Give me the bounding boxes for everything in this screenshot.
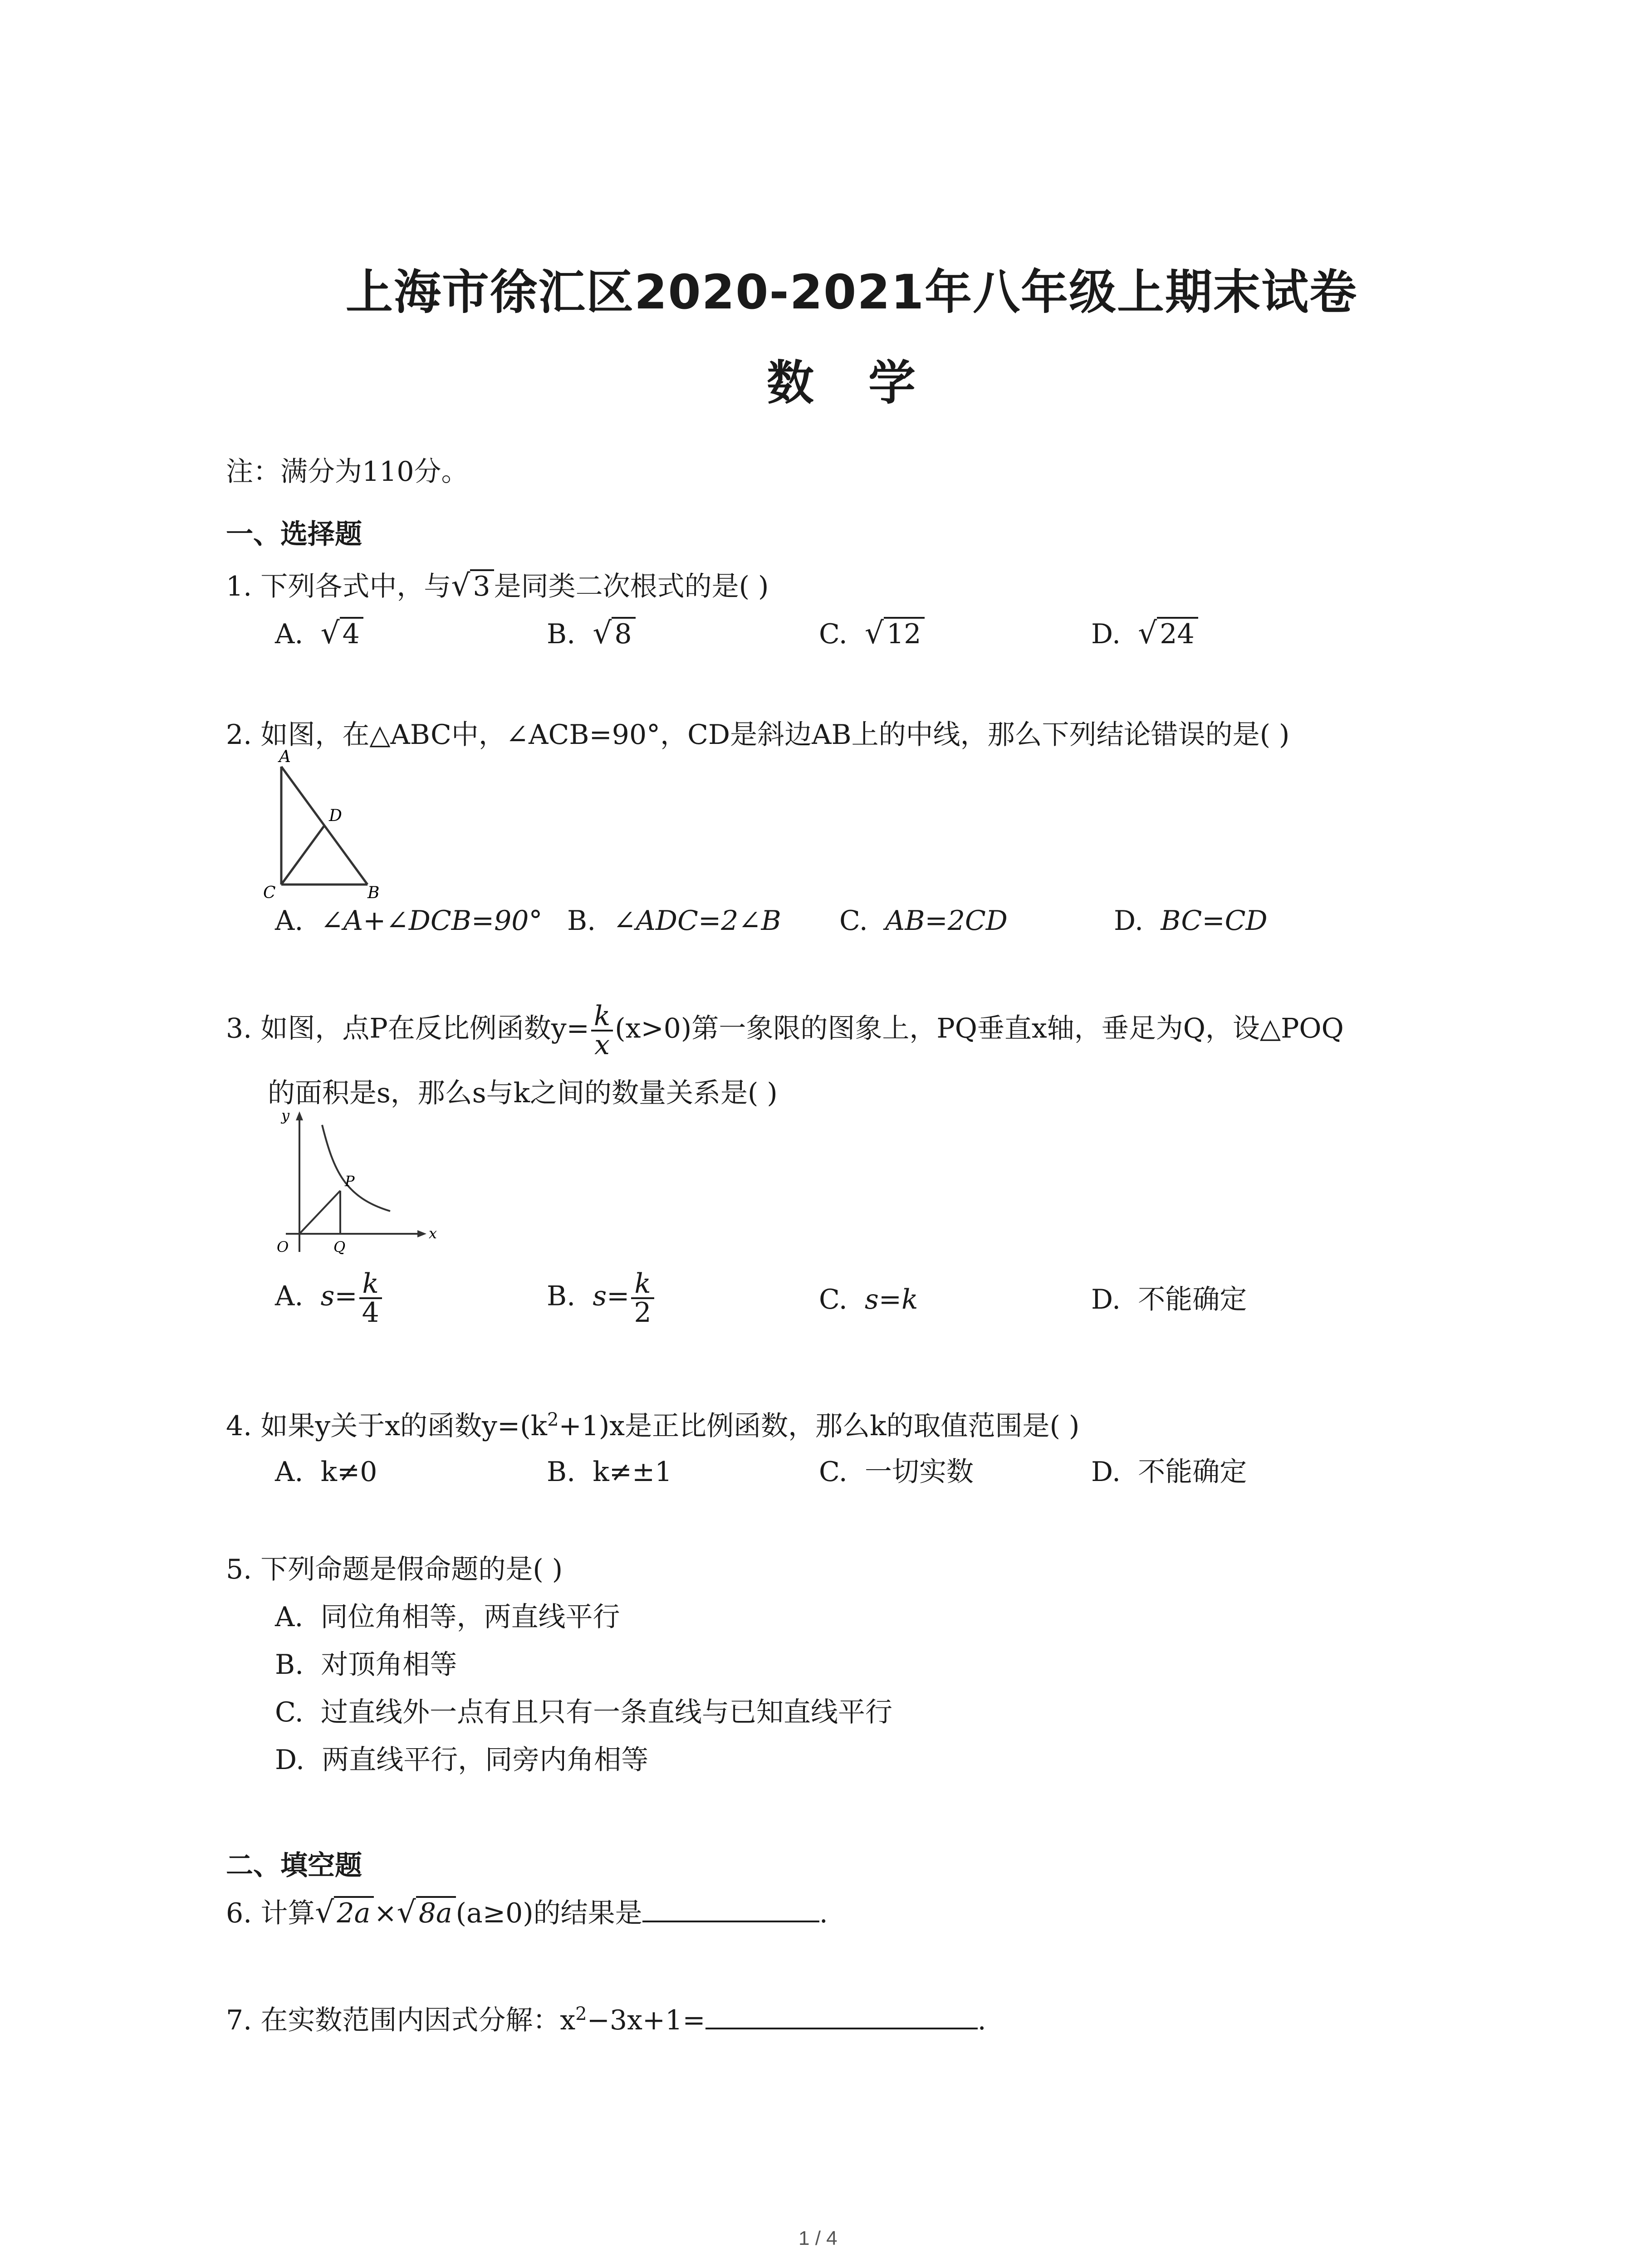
q4-option-c[interactable]: C. 一切实数 bbox=[819, 1456, 974, 1488]
question-3-stem bbox=[226, 1002, 1344, 1059]
q2-option-a[interactable]: A. ∠A+∠DCB=90° bbox=[275, 905, 543, 937]
question-2-stem bbox=[226, 719, 1290, 751]
stem-text: 下列各式中，与 bbox=[260, 571, 451, 602]
stem-text: 如图，在△ABC中，∠ACB=90°，CD是斜边AB上的中线，那么下列结论错误的是( ) bbox=[260, 719, 1290, 751]
superscript: 2 bbox=[547, 1409, 559, 1430]
q1-option-a[interactable]: A. √ 4 bbox=[275, 617, 363, 648]
label-y: y bbox=[281, 1107, 290, 1124]
question-number: 1. bbox=[226, 571, 252, 602]
page-number: 1 / 4 bbox=[798, 2227, 838, 2249]
stem-text: (x>0)第一象限的图象上，PQ垂直x轴，垂足为Q，设△POQ bbox=[615, 1012, 1344, 1045]
stem-text: −3x+1= bbox=[587, 2004, 705, 2036]
sqrt-expression: √ 8a bbox=[397, 1896, 456, 1927]
question-3-stem-line2: 的面积是s，那么s与k之间的数量关系是( ) bbox=[268, 1077, 778, 1109]
answer-blank[interactable] bbox=[705, 2005, 978, 2029]
exam-title: 上海市徐汇区2020-2021年八年级上期末试卷 bbox=[346, 264, 1358, 320]
superscript: 2 bbox=[575, 2004, 587, 2024]
label-x: x bbox=[429, 1225, 437, 1242]
q5-option-a[interactable]: A. 同位角相等，两直线平行 bbox=[275, 1601, 620, 1633]
label-c: C bbox=[263, 884, 276, 902]
q2-option-c[interactable]: C. AB=2CD bbox=[839, 905, 1008, 937]
triangle-figure bbox=[254, 748, 390, 903]
q3-option-a[interactable]: A. s= $\frac{k}{4}$ bbox=[275, 1270, 384, 1326]
question-number: 6. bbox=[226, 1897, 252, 1929]
subject-title: 数学 bbox=[767, 355, 970, 411]
q2-option-d[interactable]: D. BC=CD bbox=[1114, 905, 1268, 937]
q5-option-b[interactable]: B. 对顶角相等 bbox=[275, 1649, 457, 1681]
q4-option-d[interactable]: D. 不能确定 bbox=[1091, 1456, 1247, 1488]
q3-option-d[interactable]: D. 不能确定 bbox=[1091, 1284, 1247, 1315]
stem-text: 如图，点P在反比例函数y= bbox=[260, 1012, 589, 1045]
q1-option-d[interactable]: D. √ 24 bbox=[1091, 617, 1198, 648]
stem-text: 下列命题是假命题的是( ) bbox=[260, 1554, 563, 1585]
question-number: 7. bbox=[226, 2004, 252, 2036]
section-heading-fill: 二、填空题 bbox=[226, 1850, 362, 1882]
stem-text: 计算 bbox=[260, 1897, 315, 1929]
answer-blank[interactable] bbox=[642, 1898, 819, 1922]
section-heading-choice: 一、选择题 bbox=[226, 518, 362, 550]
stem-text: (a≥0)的结果是 bbox=[456, 1897, 642, 1929]
q4-option-a[interactable]: A. k≠0 bbox=[275, 1456, 377, 1488]
question-4-stem bbox=[226, 1411, 1079, 1440]
label-d: D bbox=[329, 807, 342, 825]
label-o: O bbox=[277, 1238, 289, 1256]
question-5-stem bbox=[226, 1556, 563, 1583]
stem-text: 是同类二次根式的是( ) bbox=[494, 571, 769, 602]
stem-text: +1)x是正比例函数，那么k的取值范围是( ) bbox=[558, 1410, 1080, 1442]
q3-option-c[interactable]: C. s=k bbox=[819, 1284, 918, 1315]
q2-option-b[interactable]: B. ∠ADC=2∠B bbox=[567, 905, 781, 937]
q5-option-c[interactable]: C. 过直线外一点有且只有一条直线与已知直线平行 bbox=[275, 1696, 892, 1728]
q1-option-b[interactable]: B. √ 8 bbox=[547, 617, 636, 648]
fraction: $\frac{k}{x}$ bbox=[591, 1002, 613, 1059]
stem-text: 在实数范围内因式分解：x bbox=[260, 2004, 576, 2036]
question-1-stem bbox=[226, 569, 769, 601]
question-7-stem: 7. 在实数范围内因式分解：$x^2-3x+1=$ . bbox=[226, 2004, 986, 2036]
label-a: A bbox=[279, 748, 291, 766]
question-6-stem: 6. 计算√ 2a ×√ 8a (a≥0)的结果是 . bbox=[226, 1895, 828, 1930]
stem-text: 如果y关于x的函数y=(k bbox=[260, 1410, 547, 1442]
question-number: 5. bbox=[226, 1554, 252, 1585]
question-number: 2. bbox=[226, 719, 252, 751]
question-number: 3. bbox=[226, 1012, 252, 1045]
label-p: P bbox=[345, 1173, 355, 1190]
hyperbola-figure bbox=[254, 1107, 445, 1266]
q1-option-c[interactable]: C. √ 12 bbox=[819, 617, 925, 648]
label-q: Q bbox=[333, 1238, 346, 1256]
q4-option-b[interactable]: B. k≠±1 bbox=[547, 1456, 672, 1488]
score-note: 注：满分为110分。 bbox=[226, 456, 469, 488]
sqrt-expression: √ 2a bbox=[315, 1896, 374, 1927]
q5-option-d[interactable]: D. 两直线平行，同旁内角相等 bbox=[275, 1744, 649, 1776]
label-b: B bbox=[367, 884, 380, 902]
q3-option-b[interactable]: B. s= $\frac{k}{2}$ bbox=[547, 1270, 656, 1326]
question-number: 4. bbox=[226, 1410, 252, 1442]
sqrt-expression: √ 3 bbox=[451, 569, 494, 601]
